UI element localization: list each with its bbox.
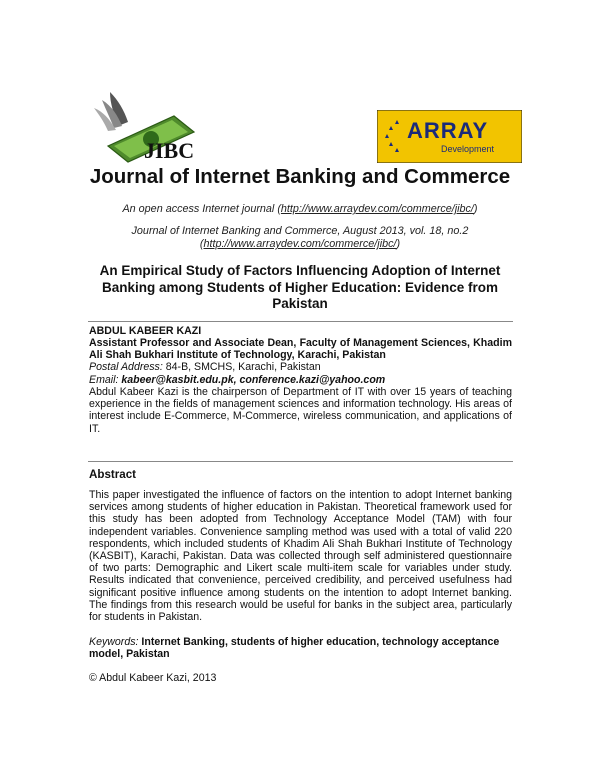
journal-title: Journal of Internet Banking and Commerce [89,165,511,188]
issue-url-line [0,238,600,250]
article-title-line: Pakistan [272,296,328,311]
open-access-link[interactable]: http://www.arraydev.com/commerce/jibc/ [280,203,474,215]
author-bio: Abdul Kabeer Kazi is the chairperson of Department of IT with over 15 years of teaching experience in the fields of management sciences and information technology. His areas of interest include E-Commerce, M-Commerce, wireless communication, and applications of IT. [89,386,512,435]
open-access-suffix: ) [473,203,478,215]
postal-address [89,361,512,373]
array-development-logo [377,110,522,163]
keywords-value: Internet Banking, students of higher education, technology acceptance model, Pakistan [89,636,500,661]
divider [88,321,513,322]
abstract-body: This paper investigated the influence of factors on the intention to adopt Internet banking services among students of higher education in Pakistan. Theoretical framework used for this study has been adopted from Technology Acceptance Model (TAM) with four independent variables. Convenience sampling method was used with a total of valid 220 respondents, which included students of Khadim Ali Shah Bukhari Institute of Technology (KASBIT), Karachi, Pakistan. Data was collected through self administered questionnaire of two parts: Demographic and Likert scale multi-item scale for variables under study. Results indicated that convenience, perceived credibility, and perceived usefulness had significant positive influence among students on the intention to adopt Internet banking. The findings from this research would be useful for banks in the subject area, particularly for students in Pakistan. [89,489,512,624]
postal-value: 84-B, SMCHS, Karachi, Pakistan [162,361,321,373]
email-label: Email: [89,374,119,386]
copyright: © Abdul Kabeer Kazi, 2013 [89,672,217,684]
jibc-logo [88,86,200,166]
author-affiliation: Assistant Professor and Associate Dean, Faculty of Management Sciences, Khadim Ali Shah Bukhari Institute of Technology, Karachi, Pakistan [89,337,512,362]
issue-link[interactable]: http://www.arraydev.com/commerce/jibc/ [203,238,397,250]
abstract-heading: Abstract [89,468,137,481]
divider [88,461,513,462]
postal-label: Postal Address: [89,361,163,373]
keywords [89,636,512,660]
article-title [70,263,530,313]
keywords-label: Keywords: [89,636,139,648]
open-access-line [0,203,600,215]
array-logo-text: ARRAY [407,118,489,143]
email-line [89,374,512,386]
issue-url-suffix: ) [396,238,401,250]
jibc-logo-text: JIBC [144,138,195,163]
array-logo-subtext: Development [441,144,495,154]
issue-url-prefix: ( [199,238,204,250]
email-value[interactable]: kabeer@kasbit.edu.pk, conference.kazi@yahoo.com [121,374,386,386]
article-title-line: An Empirical Study of Factors Influencing Adoption of Internet [99,263,501,278]
issue-line: Journal of Internet Banking and Commerce, August 2013, vol. 18, no.2 [131,225,469,237]
article-title-line: Banking among Students of Higher Education: Evidence from [101,279,499,295]
open-access-prefix: An open access Internet journal ( [122,203,281,215]
author-name: ABDUL KABEER KAZI [89,325,202,337]
